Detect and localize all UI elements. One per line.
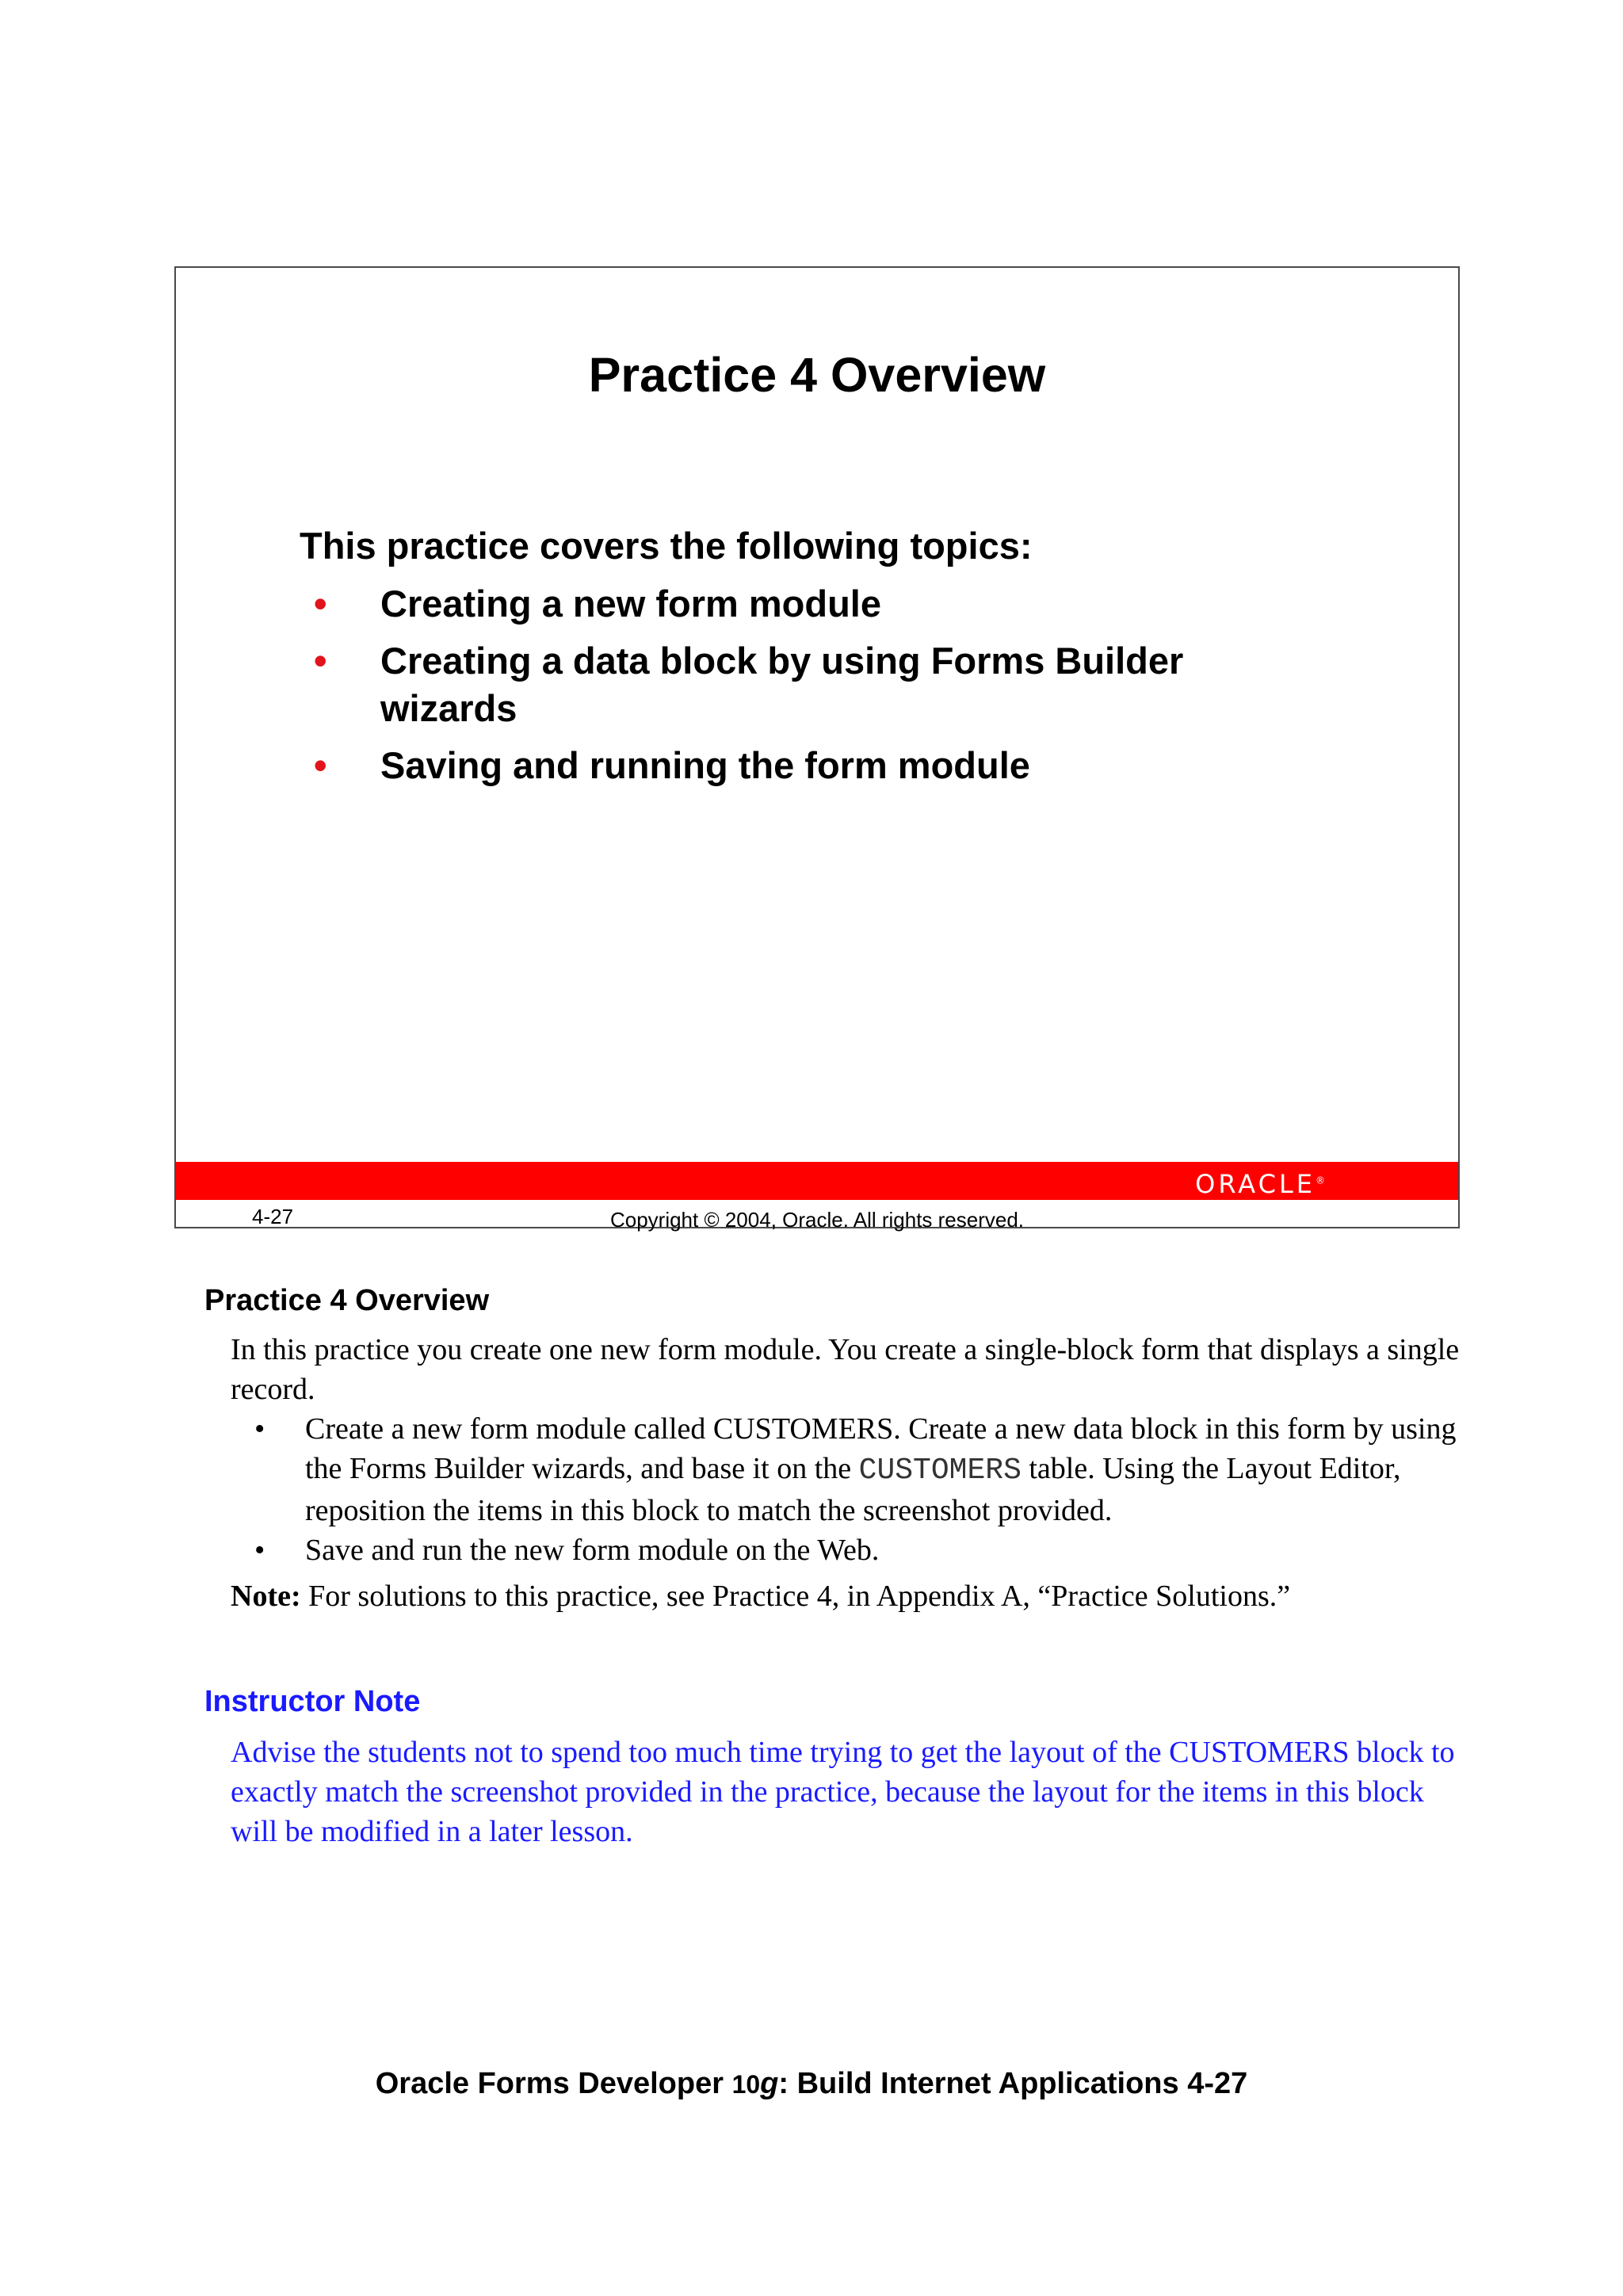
topic-item [300,580,1330,628]
instructor-text: Advise the students not to spend too much time trying to get the layout of the CUSTOMERS block to exactly match the screenshot provided in the practice, because the layout for the items in this block will be modified in a later lesson. [231,1736,1455,1848]
bullet-icon: • [254,1412,265,1446]
bullet-icon: • [254,1534,265,1567]
note-line [231,1576,1483,1616]
bullet-icon: • [314,583,327,625]
code-text: CUSTOMERS [858,1454,1022,1488]
footer-version-g: g [760,2067,779,2100]
topic-list [300,580,1330,789]
topic-text: Creating a new form module [380,583,881,625]
oracle-red-bar [176,1162,1458,1200]
topic-item [300,637,1252,732]
topic-text: Creating a data block by using Forms Builder wizards [380,640,1184,729]
notes-heading: Practice 4 Overview [204,1284,490,1317]
note-label: Note: [231,1580,301,1613]
bullet-icon: • [314,744,327,786]
footer-prefix: Oracle Forms Developer [375,2067,732,2100]
bullet-icon: • [314,640,327,682]
slide-frame [174,266,1460,1232]
note-text: For solutions to this practice, see Practice 4, in Appendix A, “Practice Solutions.” [300,1580,1291,1613]
page-footer [0,2067,1623,2101]
notes-list-item [231,1530,1483,1570]
slide-number: 4-27 [252,1205,294,1228]
oracle-logo-text: ORACLE [1195,1169,1316,1199]
slide-title: Practice 4 Overview [588,348,1046,402]
oracle-logo: ORACLE® [1195,1169,1325,1199]
notes-text: Save and run the new form module on the Web. [305,1534,880,1567]
topic-item [300,742,1330,789]
notes-text: Create a new form module called CUSTOMERS. Create a new data block in this form by using the Forms Builder wizards, and base it on the [305,1412,1457,1485]
slide-body [300,524,1330,799]
notes-body [231,1330,1483,1616]
slide-intro: This practice covers the following topics: [300,525,1033,567]
instructor-heading: Instructor Note [204,1685,421,1718]
topic-text: Saving and running the form module [380,744,1030,786]
notes-list-item [231,1409,1483,1530]
copyright: Copyright © 2004, Oracle. All rights reserved. [609,1208,1025,1232]
footer-suffix: : Build Internet Applications 4-27 [778,2067,1248,2100]
notes-list [231,1409,1483,1570]
notes-intro: In this practice you create one new form module. You create a single-block form that displays a single record. [231,1333,1460,1406]
footer-version: 10 [731,2070,761,2099]
notes-text: table. Using the Layout Editor, reposition the items in this block to match the screenshot provided. [305,1452,1401,1527]
